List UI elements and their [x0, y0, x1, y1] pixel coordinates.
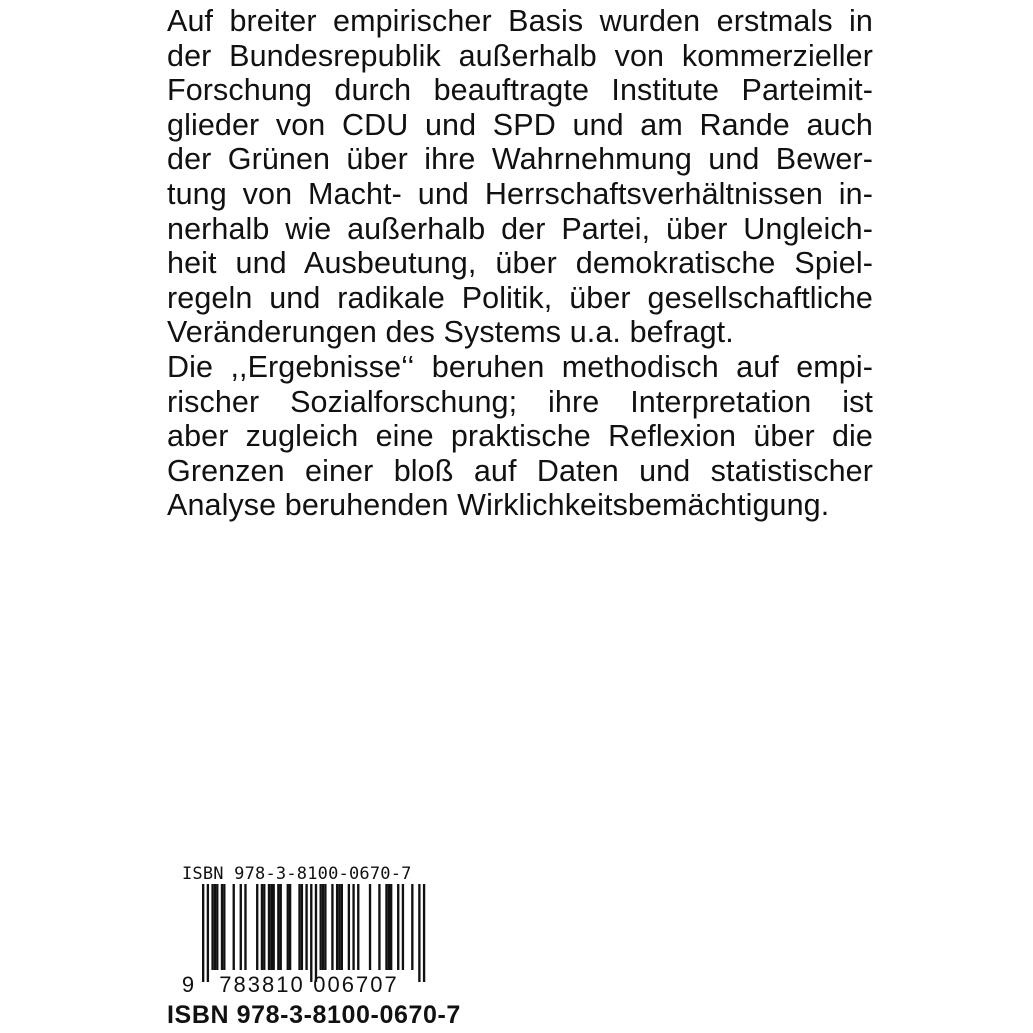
barcode-isbn-label: ISBN 978-3-8100-0670-7	[182, 864, 412, 884]
barcode-bar	[320, 884, 322, 970]
barcode-bar	[240, 884, 242, 970]
barcode-bar	[244, 884, 246, 970]
barcode-bar	[305, 884, 307, 970]
blurb-line: Veränderungen des Systems u.a. befragt.	[167, 315, 734, 350]
blurb-line: regeln und radikale Politik, über gesellschaftliche	[167, 280, 873, 315]
barcode-bar	[268, 884, 270, 970]
barcode-bar	[388, 884, 390, 970]
blurb-line: glieder von CDU und SPD und am Rande auch	[167, 107, 873, 142]
barcode	[180, 864, 430, 996]
barcode-bar	[423, 884, 425, 982]
barcode-bar	[418, 884, 420, 982]
blurb-line: Forschung durch beauftragte Institute Parteimit-	[167, 73, 873, 108]
back-cover-blurb	[167, 4, 873, 523]
blurb-line: Analyse beruhenden Wirklichkeitsbemächtigung.	[167, 488, 830, 523]
barcode-bar	[331, 884, 333, 970]
barcode-bar	[211, 884, 213, 970]
barcode-bar	[338, 884, 340, 970]
barcode-bar	[202, 884, 204, 982]
barcode-bar	[322, 884, 324, 970]
barcode-bar	[233, 884, 235, 970]
barcode-bar	[315, 884, 317, 982]
barcode-bar	[357, 884, 359, 970]
barcode-bar	[280, 884, 282, 970]
blurb-line: heit und Ausbeutung, über demokratische Spiel-	[167, 246, 873, 281]
barcode-bar	[324, 884, 326, 970]
barcode-bar	[214, 884, 216, 970]
barcode-bar	[270, 884, 272, 970]
barcode-bar	[287, 884, 289, 970]
barcode-bar	[369, 884, 371, 970]
barcode-bar	[348, 884, 350, 970]
barcode-bar	[261, 884, 263, 970]
barcode-digits-left: 783810	[219, 972, 305, 996]
barcode-bar	[223, 884, 225, 970]
blurb-line: Die ,,Ergebnisse‘‘ beruhen methodisch auf empi-	[167, 349, 873, 384]
barcode-bar	[341, 884, 343, 970]
barcode-bar	[298, 884, 300, 970]
barcode-bar	[216, 884, 218, 970]
barcode-digit-lead: 9	[181, 972, 195, 996]
barcode-bar	[289, 884, 291, 970]
blurb-line: der Bundesrepublik außerhalb von kommerzieller	[167, 38, 873, 73]
barcode-bar	[256, 884, 258, 970]
barcode-bar	[310, 884, 312, 982]
blurb-line: aber zugleich eine praktische Reflexion über die	[167, 419, 873, 454]
barcode-bar	[221, 884, 223, 970]
blurb-line: nerhalb wie außerhalb der Partei, über Ungleich-	[167, 211, 873, 246]
barcode-bar	[336, 884, 338, 970]
blurb-line: tung von Macht- und Herrschaftsverhältnissen in-	[167, 176, 873, 211]
blurb-line: Grenzen einer bloß auf Daten und statistischer	[167, 453, 873, 488]
blurb-line: Auf breiter empirischer Basis wurden erstmals in	[167, 4, 873, 38]
barcode-bars	[202, 884, 425, 982]
barcode-digits-right: 006707	[313, 972, 399, 996]
ean13-barcode-graphic	[180, 884, 430, 996]
barcode-bar	[378, 884, 380, 970]
barcode-bar	[390, 884, 392, 970]
barcode-bar	[207, 884, 209, 982]
barcode-bar	[397, 884, 399, 970]
barcode-bar	[411, 884, 413, 970]
barcode-bar	[277, 884, 279, 970]
isbn-footer: ISBN 978-3-8100-0670-7	[167, 1001, 461, 1029]
barcode-bar	[263, 884, 265, 970]
barcode-bar	[301, 884, 303, 970]
barcode-bar	[402, 884, 404, 970]
barcode-bar	[273, 884, 275, 970]
blurb-line: der Grünen über ihre Wahrnehmung und Bewer-	[167, 142, 873, 177]
barcode-bar	[352, 884, 354, 970]
barcode-bar	[385, 884, 387, 970]
blurb-line: rischer Sozialforschung; ihre Interpretation ist	[167, 384, 873, 419]
